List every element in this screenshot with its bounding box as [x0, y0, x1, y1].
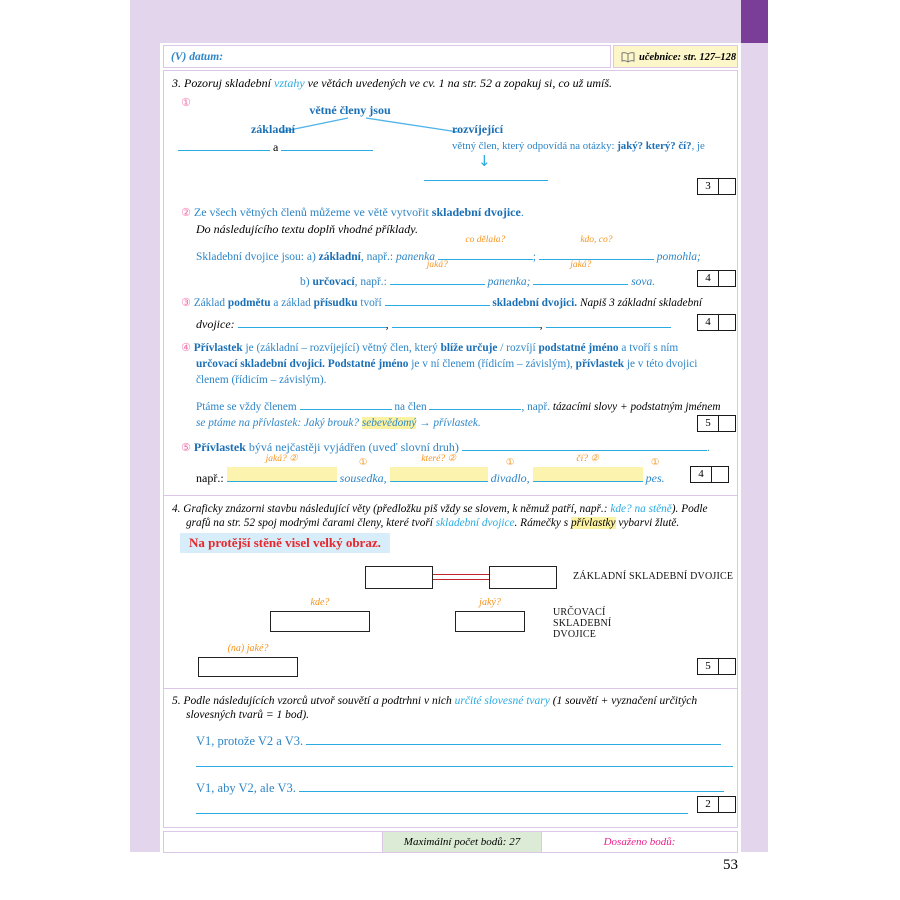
item4-term1: Přívlastek: [193, 342, 243, 354]
score-max: 4: [698, 315, 719, 330]
down-arrow-icon: ↓: [478, 152, 491, 170]
item4-term3: podstatné jméno: [538, 342, 619, 354]
answer-line[interactable]: [196, 766, 733, 767]
fill-blank[interactable]: [429, 398, 521, 410]
item2-l1-dot: .: [520, 205, 524, 219]
footer-empty-cell[interactable]: [164, 832, 383, 852]
fill-blank[interactable]: [533, 260, 628, 285]
item3-instruction2: dvojice:: [196, 317, 235, 331]
pattern1-text: V1, protože V2 a V3.: [196, 734, 304, 748]
word-class-label: ①: [650, 458, 660, 468]
item3-e: tvoří: [357, 297, 385, 309]
question-na-jake: (na) jaké?: [227, 643, 269, 654]
score-entry-cell[interactable]: [719, 416, 735, 431]
item4-l1f: a tvoří s ním: [618, 342, 679, 354]
item2-l4-mid: , např.:: [354, 276, 390, 288]
item2-l3-mid: , např.:: [360, 251, 396, 263]
question-label: jaká? ②: [265, 454, 298, 464]
item3-term3: skladební dvojici.: [492, 297, 580, 309]
item4-term4: určovací skladební dvojici. Podstatné jméno: [196, 358, 409, 370]
item4-l2b: je v ní členem (řídicím – závislým),: [408, 358, 576, 370]
score-max: 5: [698, 659, 719, 674]
fill-blank[interactable]: [462, 439, 707, 451]
item5-naprr: např.:: [196, 471, 224, 485]
item4-example: tázacími slovy + podstatným jménem: [552, 401, 721, 413]
right-text-post: , je: [691, 140, 705, 152]
answer-line[interactable]: [196, 813, 688, 814]
item3-line1: [181, 294, 702, 310]
left-lavender-band: [130, 43, 160, 852]
ex5-title-line2: slovesných tvarů = 1 bod).: [186, 709, 310, 721]
ex4-t2a: grafů na str. 52 spoj modrými čarami členy, které tvoří: [186, 517, 436, 529]
ex4-title-line2: [186, 516, 679, 530]
question-label: jaká?: [426, 260, 448, 270]
textbook-box: [613, 45, 738, 68]
footer-max-points: [383, 832, 542, 852]
item2-l4-term: určovací: [312, 276, 355, 288]
fill-blank[interactable]: [392, 316, 540, 328]
fill-blank[interactable]: [546, 316, 671, 328]
item3-line2: [196, 316, 671, 332]
textbook-ref: učebnice: str. 127–128: [639, 52, 737, 63]
item5-word2: divadlo,: [490, 471, 530, 485]
label-basic-pair: ZÁKLADNÍ SKLADEBNÍ DVOJICE: [573, 571, 734, 582]
fill-blank[interactable]: [438, 235, 533, 260]
question-kde: kde?: [310, 597, 330, 608]
item3-term2: přísudku: [313, 297, 358, 309]
fill-blank[interactable]: [178, 139, 270, 151]
item3-number: ③: [181, 296, 191, 309]
ex5-title-line1: [172, 694, 697, 708]
comma: ,: [385, 317, 389, 331]
score-box-item5: [690, 466, 729, 483]
ex4-title-line1: [172, 502, 708, 516]
top-lavender-band: [130, 0, 741, 43]
right-text-pre: větný člen, který odpovídá na otázky:: [452, 140, 618, 152]
labeled-word: [490, 458, 530, 486]
question-label: kdo, co?: [580, 235, 613, 245]
item4-line2: [196, 357, 697, 371]
item4-l5c: → přívlastek.: [416, 417, 481, 429]
item4-l1b: je (základní – rozvíjející) větný člen, který: [242, 342, 441, 354]
item2-l1-term: skladební dvojice: [431, 205, 521, 219]
item4-l5a: se ptáme na přívlastek: Jaký brouk?: [196, 417, 362, 429]
datum-label: (V) datum:: [171, 51, 224, 63]
fill-blank[interactable]: [299, 778, 724, 792]
tree-root: větné členy jsou: [309, 103, 391, 117]
item2-l4-pre: b): [300, 276, 313, 288]
item5-line1: [181, 439, 710, 455]
fill-blank[interactable]: [424, 167, 548, 181]
item3-instruction: Napiš 3 základní skladební: [579, 297, 703, 309]
ex5-t1a: 5. Podle následujících vzorců utvoř souvětí a podtrhni v nich: [172, 695, 455, 707]
score-box-item3: [697, 314, 736, 331]
item2-l3-term: základní: [318, 251, 361, 263]
ex4-t2c: . Rámečky s: [514, 517, 571, 529]
question-label: co dělala?: [465, 235, 506, 245]
fill-blank[interactable]: [300, 398, 392, 410]
tree-right-label: rozvíjející: [452, 122, 504, 136]
item4-line3: členem (řídicím – závislým).: [196, 374, 327, 386]
ex4-example-blue: kde? na stěně: [610, 503, 672, 515]
question-label: jaká?: [570, 260, 592, 270]
item5-word3: pes.: [645, 471, 665, 485]
score-entry-cell[interactable]: [719, 797, 735, 812]
question-label: čí? ②: [576, 454, 599, 464]
ex4-term-blue: skladební dvojice: [435, 517, 515, 529]
ex3-title: [172, 76, 612, 91]
datum-box[interactable]: [163, 45, 611, 68]
item3-a: Základ: [193, 297, 228, 309]
item2-l4-word2: sova.: [631, 276, 656, 288]
score-max: 4: [698, 271, 719, 286]
ex5-t1c: (1 souvětí + vyznačení určitých: [549, 695, 698, 707]
score-max: 3: [698, 179, 719, 194]
item1-number: ①: [181, 96, 191, 109]
item4-line1: [181, 341, 678, 355]
item4-term5: přívlastek: [575, 358, 624, 370]
item4-highlight-word: sebevědomý: [361, 417, 417, 429]
right-text-questions: jaký? který? čí?: [617, 140, 692, 152]
ex4-t1a: 4. Graficky znázorni stavbu následující věty (předložku piš vždy se slovem, k němuž patří, např.:: [172, 503, 611, 515]
ex3-title-pre: 3. Pozoruj skladební: [172, 76, 274, 90]
conjunction-a: a: [273, 140, 279, 154]
fill-blank[interactable]: [281, 139, 373, 151]
item5-dot: .: [706, 440, 710, 454]
item4-l1d: / rozvíjí: [497, 342, 539, 354]
score-entry-cell[interactable]: [719, 315, 735, 330]
item2-l3-word: panenka: [395, 251, 435, 263]
ex3-title-post: ve větách uvedených ve cv. 1 na str. 52 a zopakuj si, co už umíš.: [304, 76, 613, 90]
item4-term2: blíže určuje: [440, 342, 498, 354]
word-class-label: ①: [358, 458, 368, 468]
word-class-label: ①: [505, 458, 515, 468]
item4-line5: [196, 416, 481, 430]
ex4-sentence: Na protější stěně visel velký obraz.: [180, 533, 390, 553]
right-lavender-band: [741, 43, 768, 852]
label-usd-line2: SKLADEBNÍ: [553, 618, 612, 629]
achieved-points-text: Dosaženo bodů:: [603, 836, 676, 848]
item2-line3: [196, 235, 701, 264]
fill-blank-yellow[interactable]: [533, 454, 643, 482]
score-box-ex4: [697, 658, 736, 675]
item2-line2: Do následujícího textu doplň vhodné příklady.: [196, 222, 418, 236]
footer-bar: [163, 831, 738, 853]
fill-blank[interactable]: [539, 235, 654, 260]
labeled-word: [339, 458, 387, 486]
diagram-box-attribute1[interactable]: [455, 611, 525, 632]
item4-number: ④: [181, 341, 191, 354]
comma: ,: [539, 317, 543, 331]
item5-number: ⑤: [181, 441, 191, 454]
diagram-box-adverbial[interactable]: [270, 611, 370, 632]
tree-left-label: základní: [250, 122, 295, 136]
item4-l4b: na člen: [391, 401, 430, 413]
score-entry-cell[interactable]: [712, 467, 728, 482]
ex5-pattern2: [196, 778, 724, 797]
item2-l3-pre: Skladební dvojice jsou: a): [196, 251, 319, 263]
item4-l4a: Ptáme se vždy členem: [196, 401, 300, 413]
item4-l2d: je v této dvojici: [624, 358, 698, 370]
label-usd-line1: URČOVACÍ: [553, 607, 606, 618]
page-number: 53: [723, 857, 738, 873]
fill-blank[interactable]: [306, 731, 721, 745]
tree-left-blanks: [178, 139, 373, 155]
footer-achieved-points[interactable]: [542, 832, 737, 852]
fill-blank-yellow[interactable]: [227, 454, 337, 482]
labeled-word: [645, 458, 665, 486]
ex3-title-keyword: vztahy: [274, 76, 305, 90]
corner-purple-block: [741, 0, 768, 43]
item2-number: ②: [181, 206, 191, 219]
fill-blank[interactable]: [238, 316, 386, 328]
item2-l3-end: pomohla;: [656, 251, 701, 263]
diagram-box-predicate[interactable]: [489, 566, 557, 589]
item4-l4c: , např.: [521, 401, 553, 413]
item5-term: Přívlastek: [193, 440, 246, 454]
item3-term1: podmětu: [227, 297, 271, 309]
fill-blank[interactable]: [390, 260, 485, 285]
item2-semicolon: ;: [532, 251, 537, 263]
section-divider-1: [164, 495, 737, 496]
fill-blank-yellow[interactable]: [390, 454, 488, 482]
item5-l1b: bývá nejčastěji vyjádřen (uveď slovní druh): [245, 440, 462, 454]
double-line-connector: [433, 574, 489, 580]
score-max: 2: [698, 797, 719, 812]
pattern2-text: V1, aby V2, ale V3.: [196, 781, 296, 795]
score-box-item4: [697, 415, 736, 432]
item2-l4-word1: panenka;: [487, 276, 531, 288]
score-box-item1: [697, 178, 736, 195]
score-max: 4: [691, 467, 712, 482]
score-entry-cell[interactable]: [719, 179, 735, 194]
item5-word1: sousedka,: [339, 471, 387, 485]
ex5-pattern1: [196, 731, 721, 750]
label-determining-pair: [553, 607, 611, 640]
question-label: které? ②: [421, 454, 456, 464]
item2-line4: [300, 260, 656, 289]
fill-blank[interactable]: [385, 294, 490, 306]
ex4-highlight-word: přívlastky: [570, 517, 616, 529]
score-box-item2: [697, 270, 736, 287]
score-entry-cell[interactable]: [719, 271, 735, 286]
ex5-term-blue: určité slovesné tvary: [454, 695, 550, 707]
ex4-t2e: vybarvi žlutě.: [615, 517, 680, 529]
question-jaky: jaký?: [479, 597, 501, 608]
item2-line1: [181, 205, 524, 220]
item5-line2: [196, 454, 665, 486]
max-points-text: Maximální počet bodů: 27: [403, 836, 521, 848]
score-max: 5: [698, 416, 719, 431]
item3-c: a základ: [270, 297, 314, 309]
ex4-t1c: ). Podle: [671, 503, 708, 515]
score-entry-cell[interactable]: [719, 659, 735, 674]
diagram-box-attribute2[interactable]: [198, 657, 298, 677]
item2-l1-pre: Ze všech větných členů můžeme ve větě vytvořit: [193, 205, 432, 219]
label-usd-line3: DVOJICE: [553, 629, 597, 640]
diagram-box-subject[interactable]: [365, 566, 433, 589]
score-box-ex5: [697, 796, 736, 813]
section-divider-2: [164, 688, 737, 689]
item4-line4: [196, 398, 721, 414]
book-icon: [621, 52, 635, 63]
